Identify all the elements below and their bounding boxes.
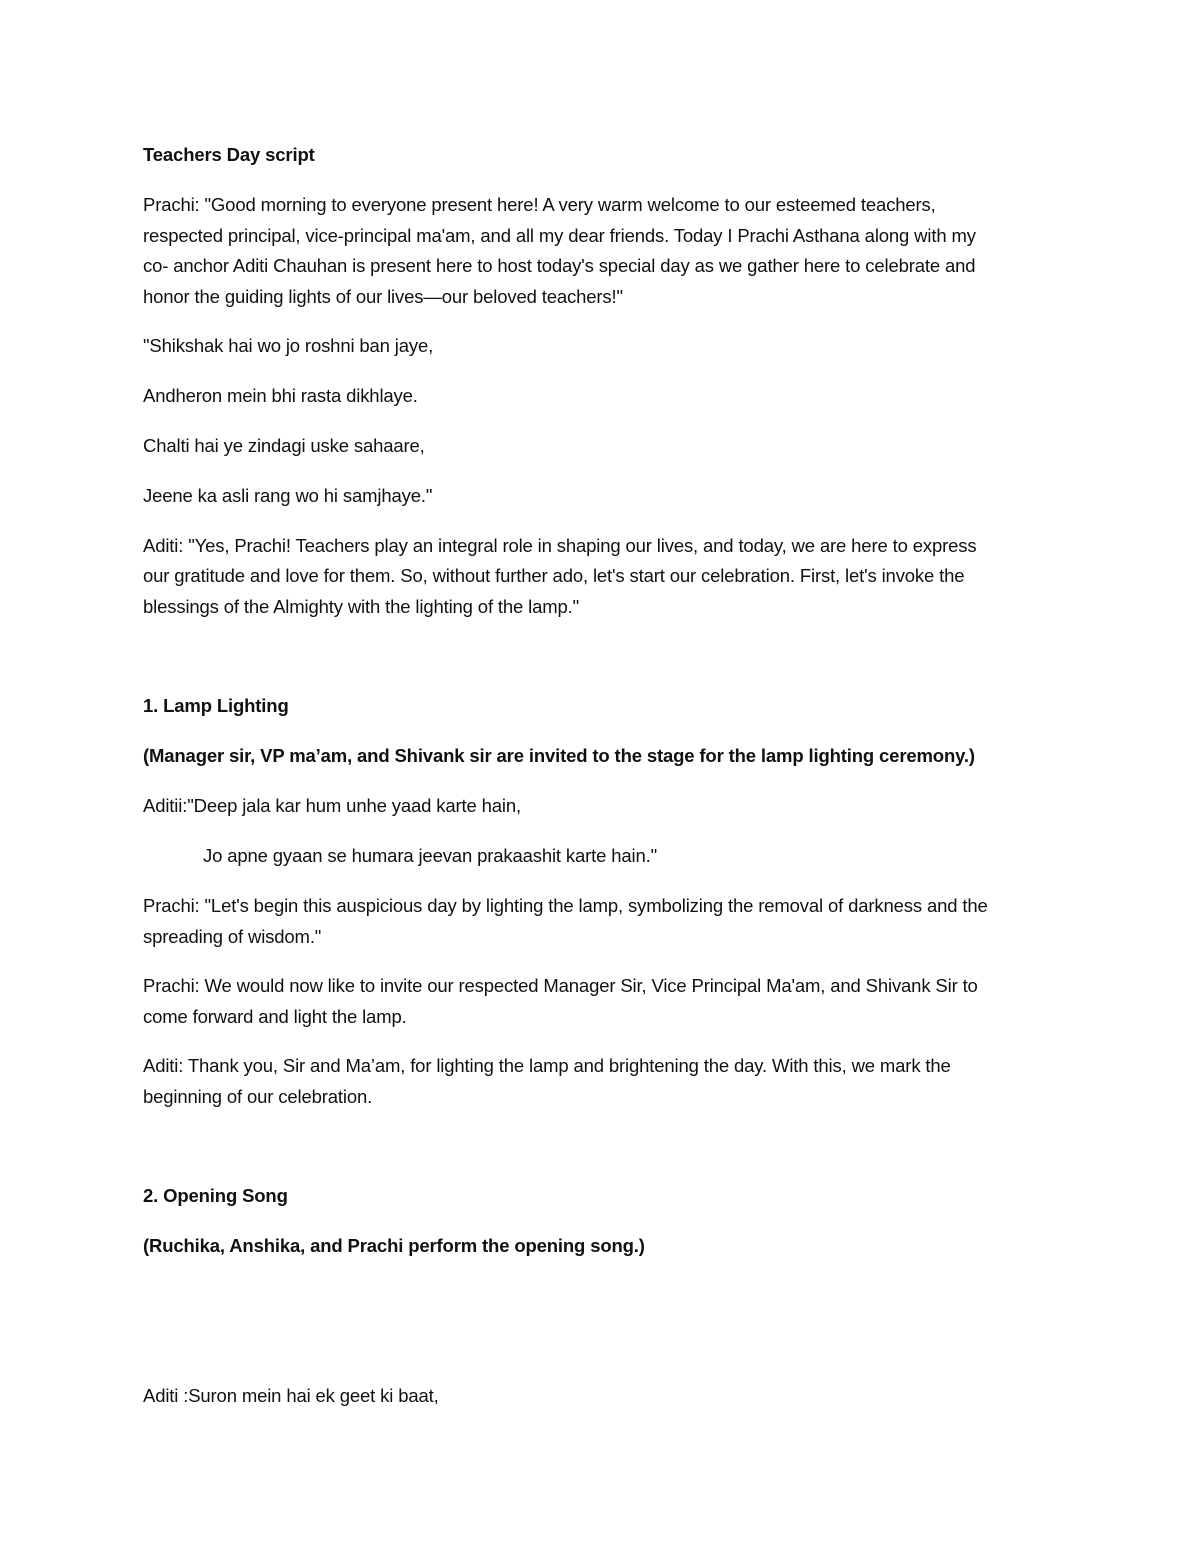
section-1-paragraph-2-line-2: come forward and light the lamp.	[143, 1006, 407, 1027]
poem-line-1: "Shikshak hai wo jo roshni ban jaye,	[143, 335, 434, 356]
intro-paragraph-1-line-3: co- anchor Aditi Chauhan is present here to host today's special day as we gather here to celebrate and	[143, 255, 976, 276]
intro-paragraph-2-line-2: our gratitude and love for them. So, without further ado, let's start our celebration. First, let's invoke the	[143, 565, 965, 586]
section-1-paragraph-3-line-2: beginning of our celebration.	[143, 1086, 373, 1107]
section-1-heading: 1. Lamp Lighting	[143, 695, 289, 716]
section-1-couplet-line-1: Aditii:"Deep jala kar hum unhe yaad karte hain,	[143, 795, 521, 816]
poem-line-4: Jeene ka asli rang wo hi samjhaye."	[143, 485, 433, 506]
section-2-line-1: Aditi :Suron mein hai ek geet ki baat,	[143, 1385, 439, 1406]
section-1-paragraph-1-line-1: Prachi: "Let's begin this auspicious day by lighting the lamp, symbolizing the removal of darkness and the	[143, 895, 988, 916]
section-1-couplet-line-2: Jo apne gyaan se humara jeevan prakaashit karte hain."	[203, 845, 658, 866]
section-1-paragraph-1-line-2: spreading of wisdom."	[143, 926, 322, 947]
intro-paragraph-1-line-1: Prachi: "Good morning to everyone present here! A very warm welcome to our esteemed teachers,	[143, 194, 936, 215]
section-1-paragraph-2-line-1: Prachi: We would now like to invite our respected Manager Sir, Vice Principal Ma'am, and Shivank Sir to	[143, 975, 978, 996]
intro-paragraph-1-line-4: honor the guiding lights of our lives—our beloved teachers!"	[143, 286, 623, 307]
section-2-stage-direction: (Ruchika, Anshika, and Prachi perform the opening song.)	[143, 1235, 645, 1256]
document-title: Teachers Day script	[143, 144, 315, 165]
intro-paragraph-2-line-3: blessings of the Almighty with the lighting of the lamp."	[143, 596, 580, 617]
poem-line-3: Chalti hai ye zindagi uske sahaare,	[143, 435, 425, 456]
section-1-paragraph-3-line-1: Aditi: Thank you, Sir and Ma’am, for lighting the lamp and brightening the day. With this, we mark the	[143, 1055, 951, 1076]
intro-paragraph-2-line-1: Aditi: "Yes, Prachi! Teachers play an integral role in shaping our lives, and today, we are here to express	[143, 535, 977, 556]
poem-line-2: Andheron mein bhi rasta dikhlaye.	[143, 385, 418, 406]
section-2-heading: 2. Opening Song	[143, 1185, 288, 1206]
intro-paragraph-1-line-2: respected principal, vice-principal ma'am, and all my dear friends. Today I Prachi Asthana along with my	[143, 225, 976, 246]
section-1-stage-direction: (Manager sir, VP ma’am, and Shivank sir are invited to the stage for the lamp lighting ceremony.)	[143, 745, 975, 766]
